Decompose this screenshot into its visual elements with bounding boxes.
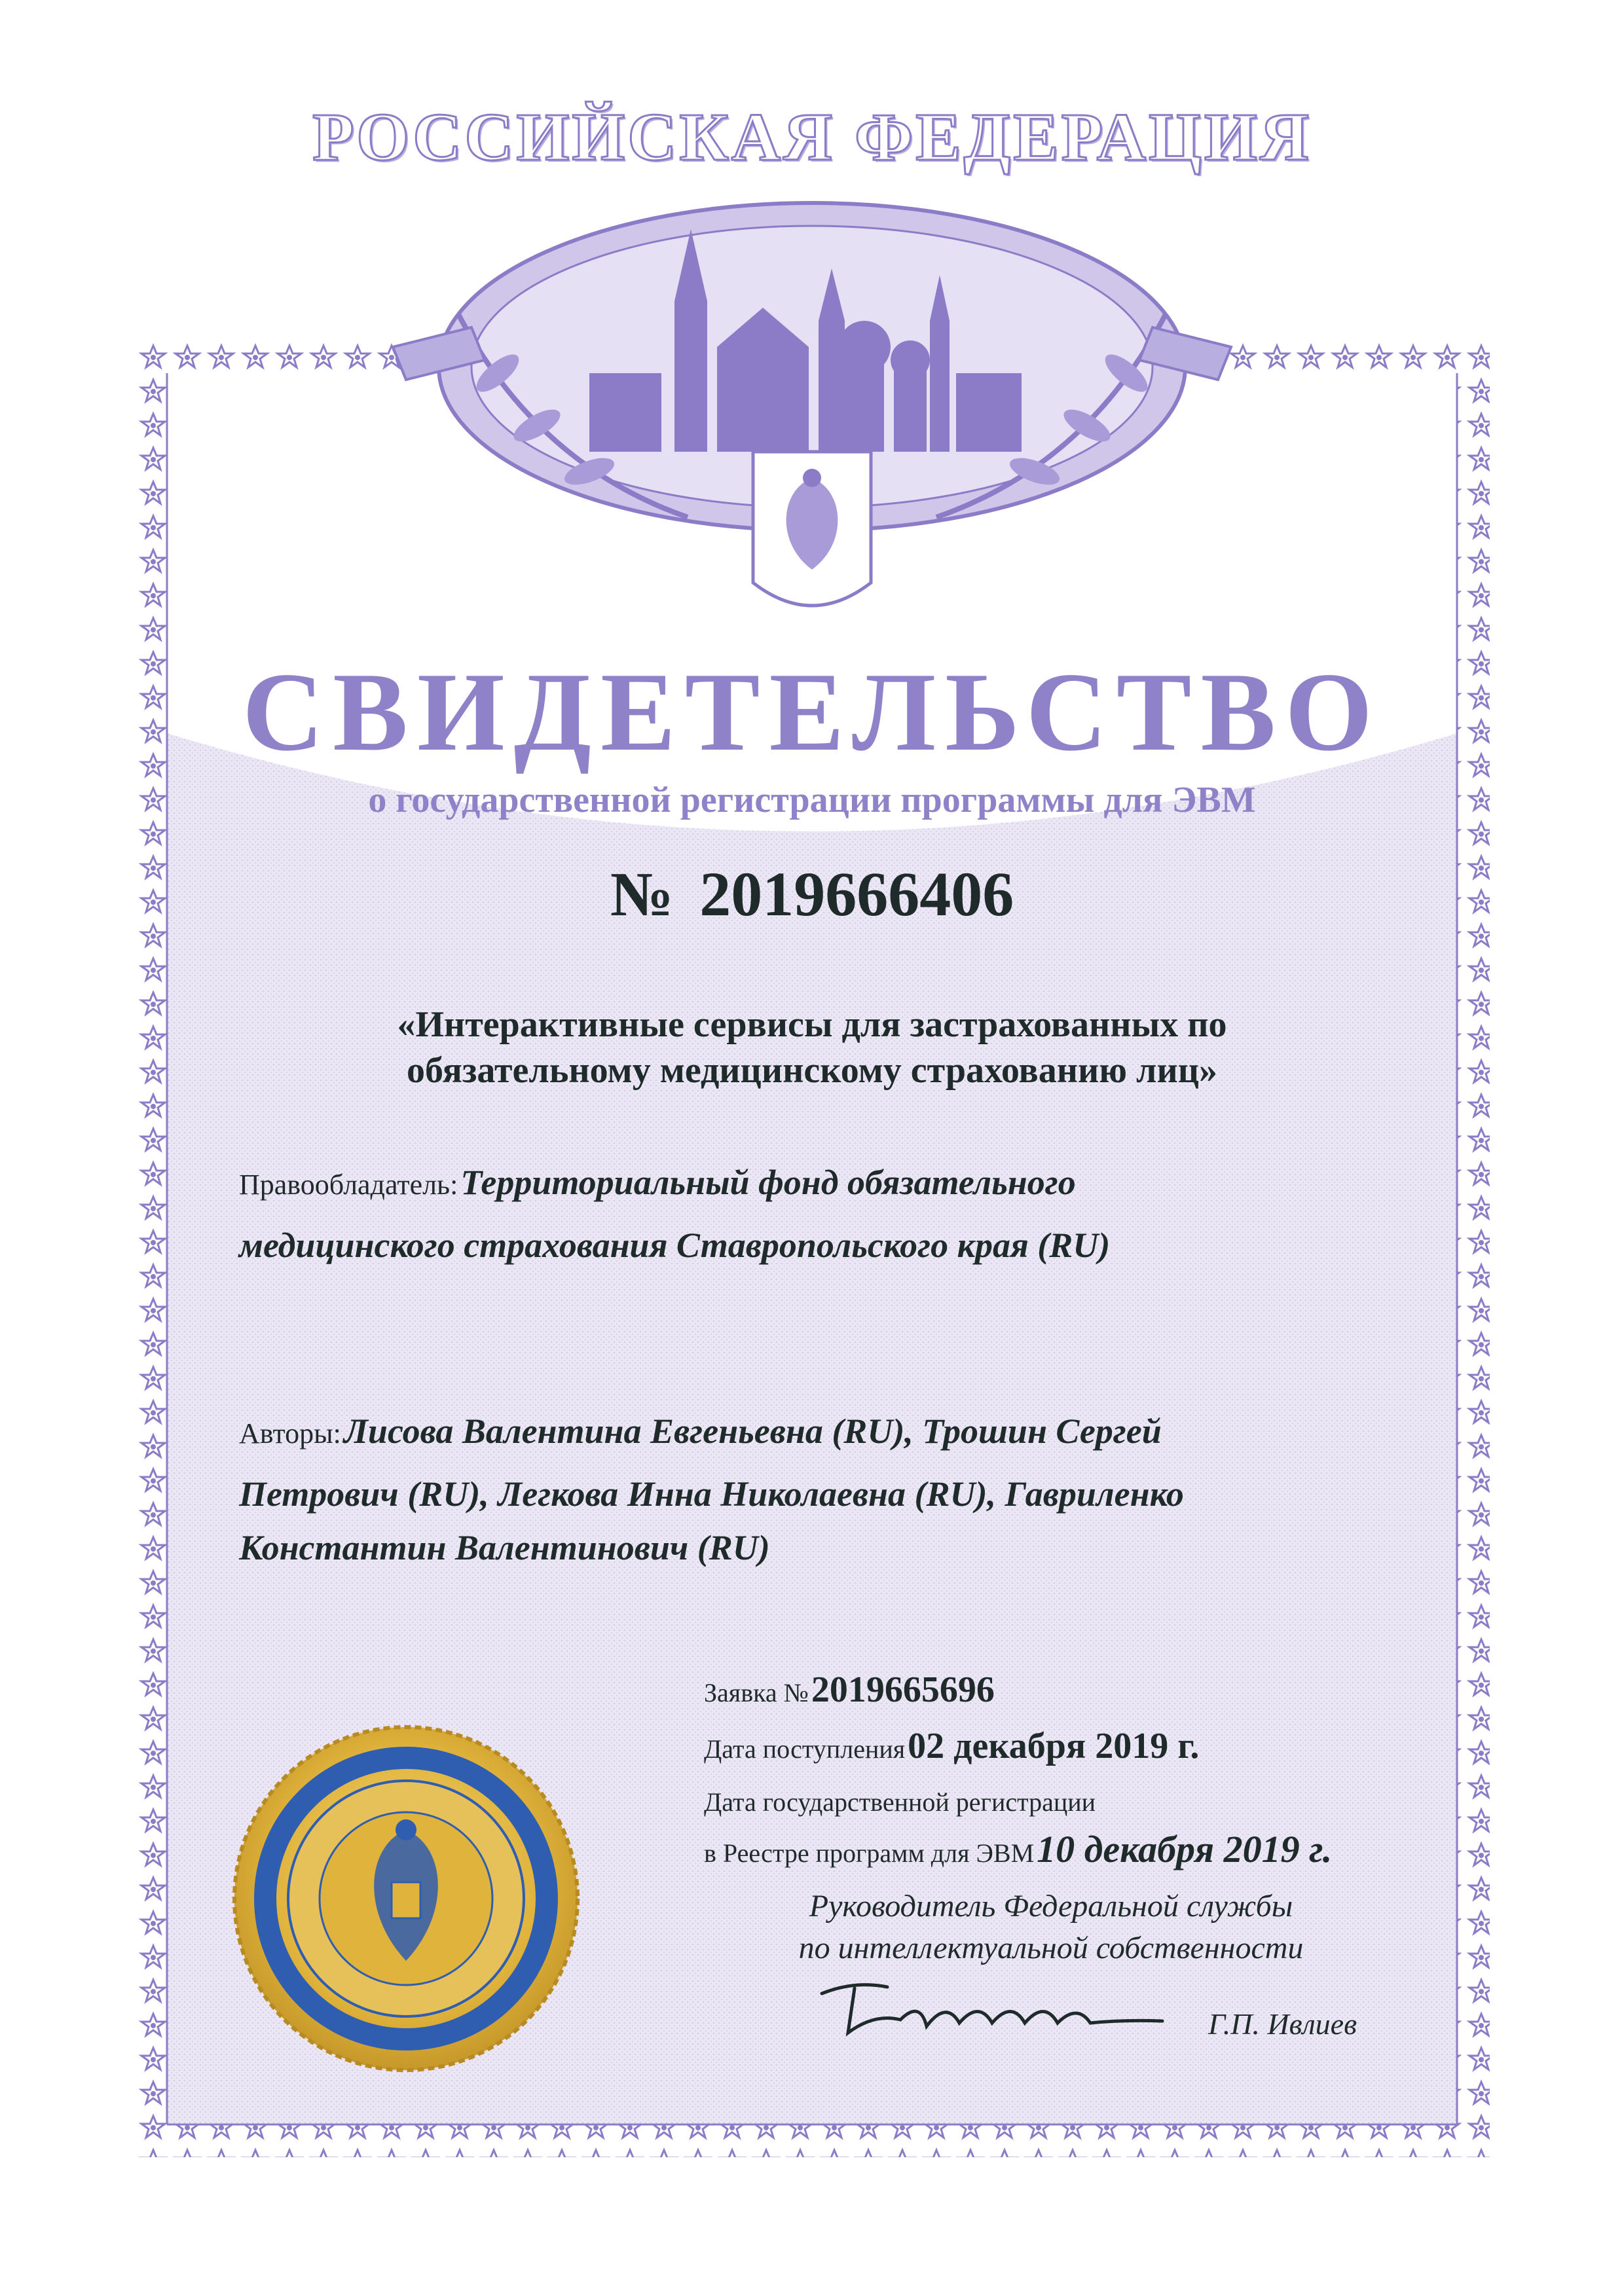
- certificate-title: СВИДЕТЕЛЬСТВО: [242, 650, 1382, 774]
- application-number: 2019665696: [811, 1669, 995, 1710]
- registration-label-line1: Дата государственной регистрации: [704, 1787, 1096, 1817]
- signature-icon: [815, 1974, 1169, 2046]
- rospatent-seal-icon: [223, 1715, 589, 2082]
- authors-line1: Лисова Валентина Евгеньевна (RU), Трошин Сергей: [343, 1412, 1162, 1451]
- kremlin-emblem-icon: [0, 151, 1624, 648]
- state-title: РОССИЙСКАЯ ФЕДЕРАЦИЯ: [312, 100, 1312, 175]
- authors-label: Авторы:: [239, 1417, 341, 1449]
- signatory-position-line2: по интеллектуальной собственности: [798, 1931, 1304, 1965]
- rights-holder-label: Правообладатель:: [239, 1169, 458, 1201]
- program-title: [196, 1002, 1428, 1093]
- number-sign: №: [610, 859, 674, 929]
- rights-holder-line1: Территориальный фонд обязательного: [460, 1163, 1076, 1202]
- program-title-line2: обязательному медицинскому страхованию лиц»: [407, 1050, 1217, 1091]
- program-title-line1: «Интерактивные сервисы для застрахованных по: [397, 1004, 1227, 1045]
- certificate-number: [0, 858, 1624, 930]
- authors-block: [239, 1404, 1398, 1575]
- registration-label-line2: в Реестре программ для ЭВМ: [704, 1838, 1035, 1868]
- certificate-subtitle: о государственной регистрации программы для ЭВМ: [368, 780, 1256, 820]
- application-label: Заявка №: [704, 1678, 809, 1707]
- authors-line2: Петрович (RU), Легкова Инна Николаевна (RU), Гавриленко: [239, 1474, 1184, 1514]
- registration-number: 2019666406: [699, 859, 1014, 929]
- signatory-name: Г.П. Ивлиев: [1208, 2007, 1357, 2041]
- received-date: 02 декабря 2019 г.: [908, 1726, 1200, 1766]
- registration-date: 10 декабря 2019 г.: [1037, 1828, 1333, 1870]
- signatory-position-line1: Руководитель Федеральной службы: [809, 1889, 1293, 1923]
- authors-line3: Константин Валентинович (RU): [239, 1528, 770, 1567]
- application-block: [704, 1666, 1332, 1883]
- rights-holder-block: [239, 1156, 1398, 1272]
- signatory-position: [783, 1886, 1320, 1969]
- received-label: Дата поступления: [704, 1734, 906, 1764]
- rights-holder-line2: медицинского страхования Ставропольского края (RU): [239, 1226, 1111, 1265]
